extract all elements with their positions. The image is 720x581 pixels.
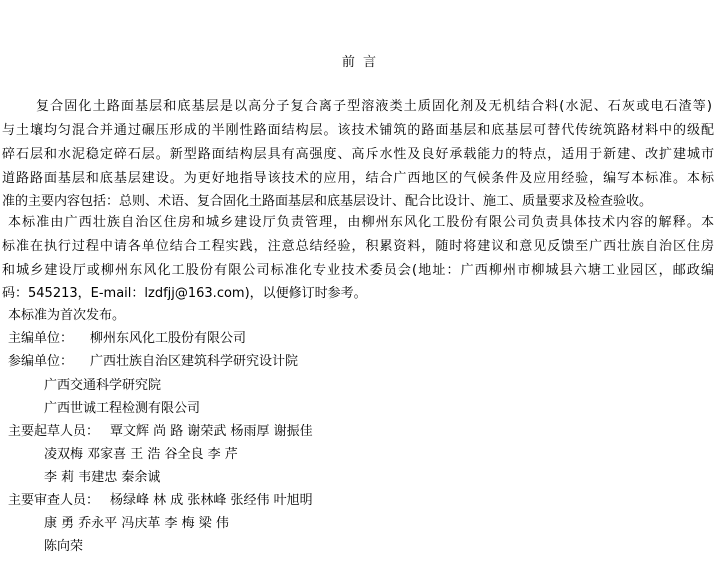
drafters-line: 李 莉 韦建忠 秦余诚 bbox=[44, 470, 161, 485]
paragraph-1-line-3: 碎石层和水泥稳定碎石层。新型路面结构层具有高强度、高斥水性及良好承载能力的特点，适用于新建、改扩建城市 bbox=[2, 147, 714, 162]
chief-unit: 柳州东风化工股份有限公司 bbox=[90, 331, 247, 346]
chief-unit-label: 主编单位： bbox=[8, 331, 74, 346]
paragraph-1-line-2: 与土壤均匀混合并通过碾压形成的半刚性路面结构层。该技术铺筑的路面基层和底基层可替代传统筑路材料中的级配 bbox=[2, 123, 714, 138]
paragraph-1-line-5: 准的主要内容包括：总则、术语、复合固化土路面基层和底基层设计、配合比设计、施工、质量要求及检查验收。 bbox=[2, 194, 653, 209]
paragraph-2-line-4: 码：545213，E-mail：lzdfjj@163.com)，以便修订时参考。 bbox=[2, 286, 367, 301]
reviewers-line: 杨绿峰 林 成 张林峰 张经伟 叶旭明 bbox=[110, 493, 313, 508]
drafters-line: 覃文辉 尚 路 谢荣武 杨雨厚 谢振佳 bbox=[110, 424, 313, 439]
reviewers-label: 主要审查人员： bbox=[8, 493, 100, 508]
participant-unit: 广西世诚工程检测有限公司 bbox=[44, 401, 201, 416]
paragraph-1-line-1: 复合固化土路面基层和底基层是以高分子复合离子型溶液类土质固化剂及无机结合料(水泥、石灰或电石渣等) bbox=[36, 99, 712, 114]
first-release-note: 本标准为首次发布。 bbox=[8, 308, 126, 323]
paragraph-2-line-1: 本标准由广西壮族自治区住房和城乡建设厅负责管理，由柳州东风化工股份有限公司负责具体技术内容的解释。本 bbox=[8, 215, 714, 230]
participant-unit: 广西交通科学研究院 bbox=[44, 378, 162, 393]
paragraph-2-line-3: 和城乡建设厅或柳州东风化工股份有限公司标准化专业技术委员会(地址：广西柳州市柳城县六塘工业园区，邮政编 bbox=[2, 263, 714, 278]
paragraph-2-line-2: 标准在执行过程中请各单位结合工程实践，注意总结经验，积累资料，随时将建议和意见反馈至广西壮族自治区住房 bbox=[2, 239, 714, 254]
reviewers-line: 陈向荣 bbox=[44, 539, 84, 554]
drafters-line: 凌双梅 邓家喜 王 浩 谷全良 李 芹 bbox=[44, 447, 238, 462]
paragraph-1-line-4: 道路路面基层和底基层建设。为更好地指导该技术的应用，结合广西地区的气候条件及应用经验，编写本标准。本标 bbox=[2, 171, 714, 186]
participant-label: 参编单位： bbox=[8, 354, 74, 369]
participant-unit: 广西壮族自治区建筑科学研究设计院 bbox=[90, 354, 299, 369]
reviewers-line: 康 勇 乔永平 冯庆革 李 梅 梁 伟 bbox=[44, 516, 229, 531]
page-title: 前 言 bbox=[341, 55, 379, 70]
drafters-label: 主要起草人员： bbox=[8, 424, 100, 439]
